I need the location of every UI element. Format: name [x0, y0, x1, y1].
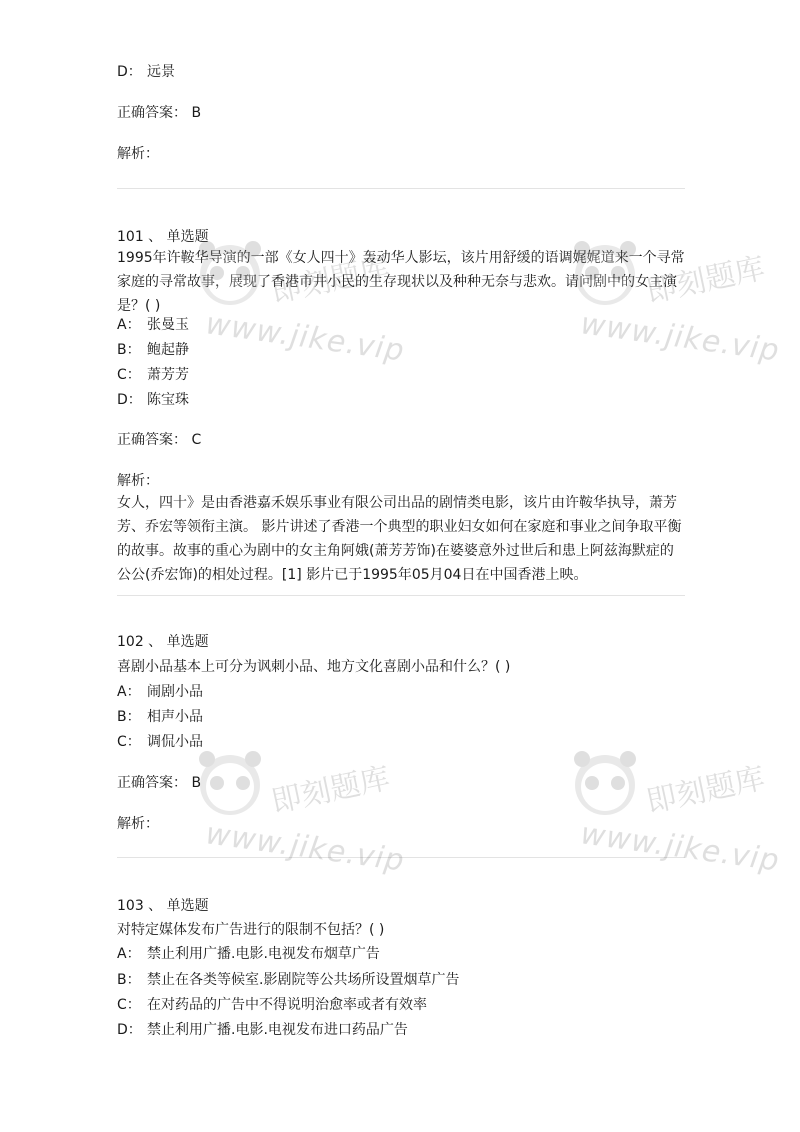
watermark-url: www.jike.vip — [578, 306, 782, 369]
question-stem: 对特定媒体发布广告进行的限制不包括？( ) — [117, 922, 385, 938]
option-c: C： 萧芳芳 — [117, 367, 189, 383]
analysis-label: 解析： — [117, 146, 159, 162]
option-c: C： 调侃小品 — [117, 734, 203, 750]
question-header: 102 、 单选题 — [117, 634, 209, 650]
watermark-url: www.jike.vip — [203, 306, 407, 369]
option-b: B： 鲍起静 — [117, 342, 189, 358]
watermark-brand: 即刻题库 — [268, 760, 394, 821]
watermark-brand: 即刻题库 — [643, 250, 769, 311]
option-c: C： 在对药品的广告中不得说明治愈率或者有效率 — [117, 997, 427, 1013]
correct-answer: 正确答案： B — [117, 105, 202, 121]
correct-answer: 正确答案： C — [117, 432, 202, 448]
option-b: B： 相声小品 — [117, 709, 203, 725]
option-a: A： 张曼玉 — [117, 317, 189, 333]
watermark-url: www.jike.vip — [578, 816, 782, 879]
option-d: D： 远景 — [117, 64, 175, 80]
question-stem: 喜剧小品基本上可分为讽刺小品、地方文化喜剧小品和什么？( ) — [117, 659, 511, 675]
option-b: B： 禁止在各类等候室.影剧院等公共场所设置烟草广告 — [117, 972, 460, 988]
divider — [117, 857, 685, 858]
watermark-brand: 即刻题库 — [643, 760, 769, 821]
question-header: 101 、 单选题 — [117, 229, 209, 245]
question-header: 103 、 单选题 — [117, 898, 209, 914]
option-a: A： 闹剧小品 — [117, 684, 203, 700]
analysis-label: 解析： — [117, 473, 159, 489]
divider — [117, 595, 685, 596]
analysis-label: 解析： — [117, 816, 159, 832]
divider — [117, 188, 685, 189]
option-a: A： 禁止利用广播.电影.电视发布烟草广告 — [117, 946, 380, 962]
question-stem: 1995年许鞍华导演的一部《女人四十》轰动华人影坛，该片用舒缓的语调娓娓道来一个寻常家庭的寻常故事，展现了香港市井小民的生存现状以及种种无奈与悲欢。请问剧中的女主演是？( ) — [117, 250, 685, 314]
analysis-text: 女人，四十》是由香港嘉禾娱乐事业有限公司出品的剧情类电影，该片由许鞍华执导，萧芳芳、乔宏等领衔主演。 影片讲述了香港一个典型的职业妇女如何在家庭和事业之间争取平衡的故事。故事的重心为剧中的女主角阿娥(萧芳芳饰)在婆婆意外过世后和患上阿兹海默症的公公(乔宏饰)的相处过程。[1] 影片已于1995年05月04日在中国香港上映。 — [117, 495, 682, 583]
watermark-brand: 即刻题库 — [268, 250, 394, 311]
option-d: D： 陈宝珠 — [117, 392, 189, 408]
correct-answer: 正确答案： B — [117, 775, 202, 791]
panda-icon — [195, 745, 265, 825]
option-d: D： 禁止利用广播.电影.电视发布进口药品广告 — [117, 1022, 408, 1038]
panda-icon — [570, 745, 640, 825]
watermark-url: www.jike.vip — [203, 816, 407, 879]
